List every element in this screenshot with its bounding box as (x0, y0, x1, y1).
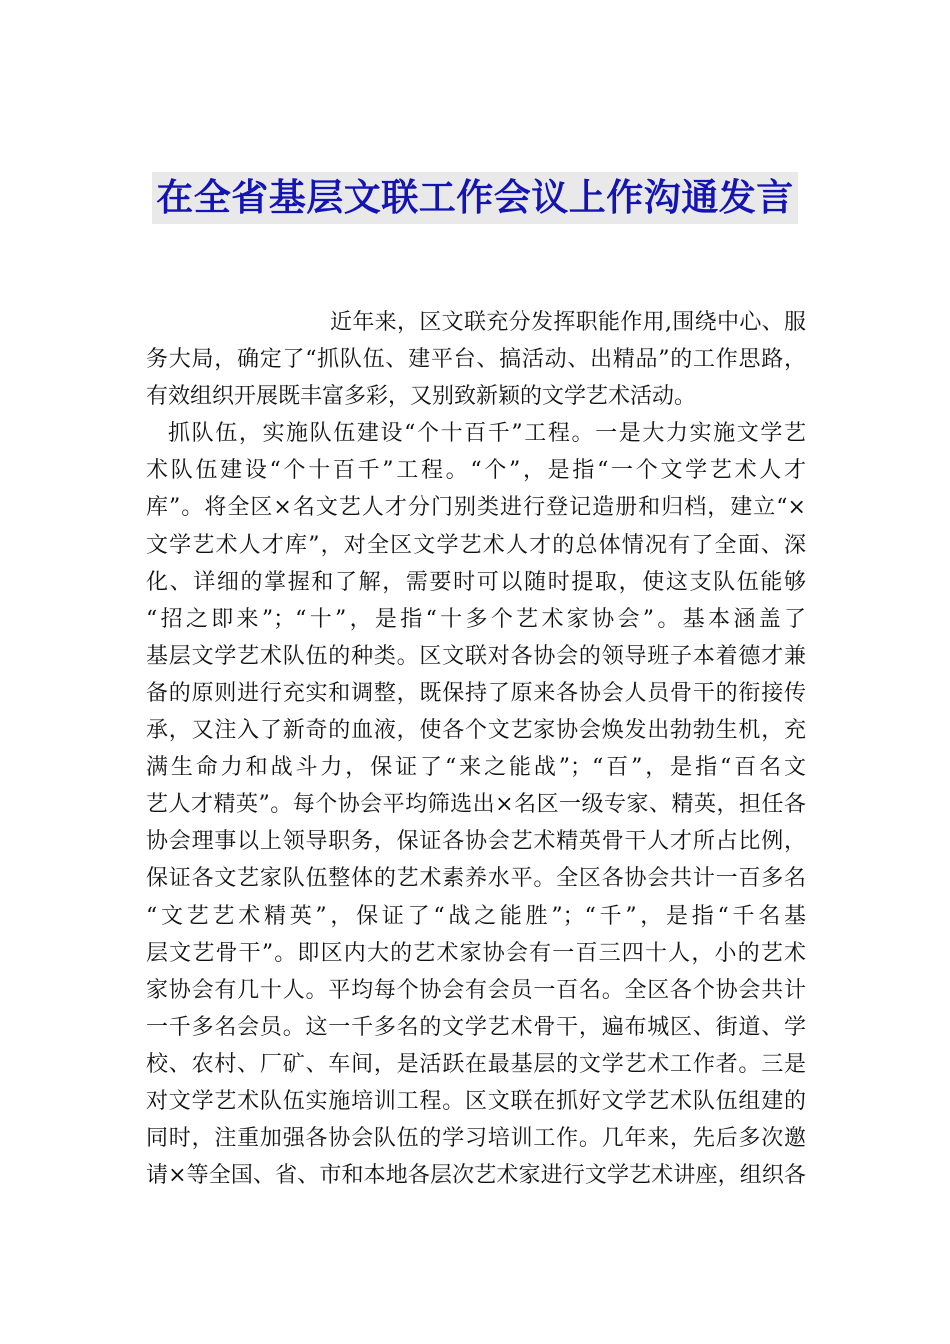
body-line: 同时，注重加强各协会队伍的学习培训工作。几年来，先后多次邀 (146, 1126, 806, 1152)
body-line: 有效组织开展既丰富多彩，又别致新颖的文学艺术活动。 (146, 384, 697, 410)
body-line: 承，又注入了新奇的血液，使各个文艺家协会焕发出勃勃生机，充 (146, 718, 806, 744)
body-line: 保证各文艺家队伍整体的艺术素养水平。全区各协会共计一百多名 (146, 866, 806, 892)
body-line: “招之即来”；“十”，是指“十多个艺术家协会”。基本涵盖了 (146, 606, 806, 632)
body-line: 抓队伍，实施队伍建设“个十百千”工程。一是大力实施文学艺 (168, 421, 806, 447)
body-line: 务大局，确定了“抓队伍、建平台、搞活动、出精品”的工作思路， (146, 347, 806, 373)
body-line: 文学艺术人才库”，对全区文学艺术人才的总体情况有了全面、深 (146, 532, 806, 558)
body-line: 家协会有几十人。平均每个协会有会员一百名。全区各个协会共计 (146, 977, 806, 1003)
body-line: 备的原则进行充实和调整，既保持了原来各协会人员骨干的衔接传 (146, 680, 806, 706)
body-line: 基层文学艺术队伍的种类。区文联对各协会的领导班子本着德才兼 (146, 643, 806, 669)
document-body (146, 304, 806, 1194)
body-line: 术队伍建设“个十百千”工程。“个”，是指“一个文学艺术人才 (146, 458, 806, 484)
body-line: 艺人才精英”。每个协会平均筛选出×名区一级专家、精英，担任各 (146, 792, 806, 818)
body-line: 化、详细的掌握和了解，需要时可以随时提取，使这支队伍能够 (146, 569, 806, 595)
body-line: 层文艺骨干”。即区内大的艺术家协会有一百三四十人，小的艺术 (146, 940, 806, 966)
body-line: 满生命力和战斗力，保证了“来之能战”；“百”，是指“百名文 (146, 755, 806, 781)
body-line: 一千多名会员。这一千多名的文学艺术骨干，遍布城区、街道、学 (146, 1014, 806, 1040)
body-line: 近年来，区文联充分发挥职能作用,围绕中心、服 (330, 310, 806, 335)
body-line: 校、农村、厂矿、车间，是活跃在最基层的文学艺术工作者。三是 (146, 1051, 806, 1077)
body-line: 协会理事以上领导职务，保证各协会艺术精英骨干人才所占比例， (146, 829, 806, 855)
body-line: 对文学艺术队伍实施培训工程。区文联在抓好文学艺术队伍组建的 (146, 1088, 806, 1114)
body-line: 库”。将全区×名文艺人才分门别类进行登记造册和归档，建立“× (146, 495, 806, 521)
body-line: “文艺艺术精英”，保证了“战之能胜”；“千”，是指“千名基 (146, 903, 806, 929)
title-container (0, 172, 950, 224)
body-line: 请×等全国、省、市和本地各层次艺术家进行文学艺术讲座，组织各 (146, 1163, 806, 1189)
document-title: 在全省基层文联工作会议上作沟通发言 (152, 172, 798, 224)
